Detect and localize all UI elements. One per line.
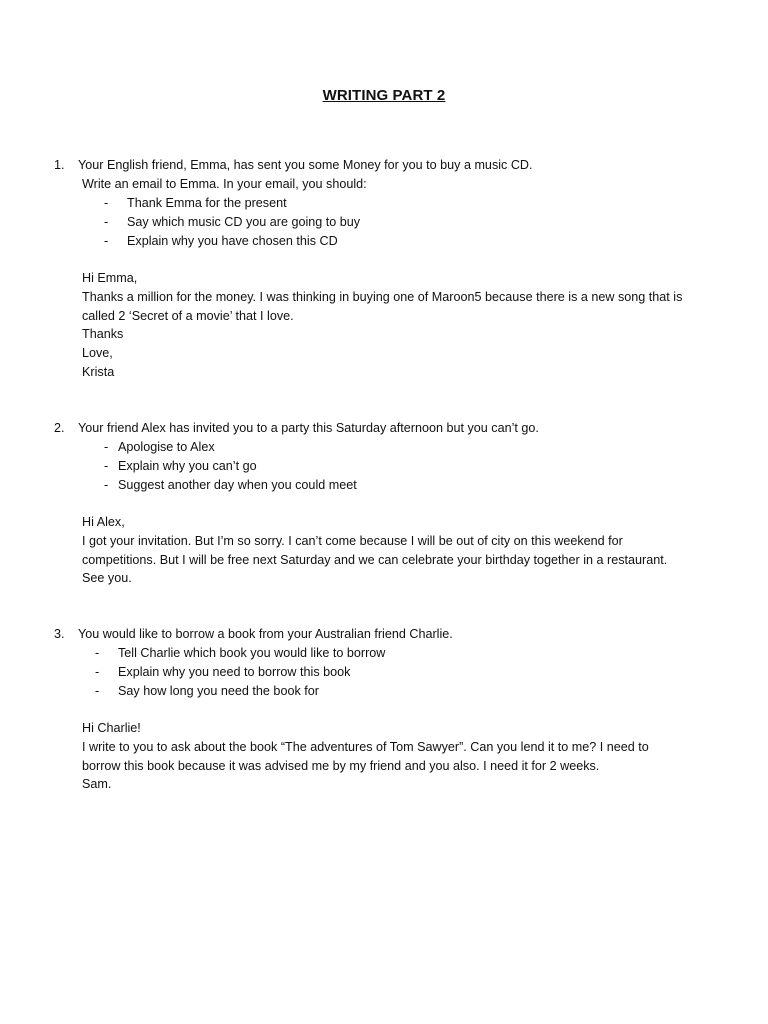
answer-line: Krista: [82, 364, 115, 379]
bullet-text: Explain why you have chosen this CD: [127, 234, 338, 248]
answer-line: Hi Alex,: [82, 515, 125, 529]
dash-marker: -: [104, 478, 109, 492]
answer-line: I got your invitation. But I’m so sorry. I can’t come because I will be out of city on this weekend for: [82, 533, 623, 548]
dash-marker: -: [104, 196, 109, 210]
bullet-text: Say which music CD you are going to buy: [127, 215, 361, 229]
answer-email: [82, 269, 712, 382]
bullet-text: Apologise to Alex: [118, 440, 215, 454]
dash-marker: -: [95, 665, 100, 679]
dash-marker: -: [104, 440, 109, 454]
task-prompt: Your English friend, Emma, has sent you some Money for you to buy a music CD.: [78, 158, 533, 172]
answer-line: called 2 ‘Secret of a movie’ that I love.: [82, 308, 294, 323]
answer-line: Thanks a million for the money. I was thinking in buying one of Maroon5 because there is a new song that is: [82, 289, 683, 304]
answer-line: Hi Charlie!: [82, 721, 141, 735]
task-number: 2.: [54, 421, 65, 435]
dash-marker: -: [104, 215, 109, 229]
bullet-text: Say how long you need the book for: [118, 684, 319, 698]
bullet-text: Tell Charlie which book you would like to borrow: [118, 646, 386, 660]
answer-email: [82, 513, 712, 588]
answer-line: Hi Emma,: [82, 271, 138, 285]
answer-line: I write to you to ask about the book “The adventures of Tom Sawyer”. Can you lend it to me? I need to: [82, 739, 649, 754]
answer-line: Sam.: [82, 777, 112, 792]
dash-marker: -: [104, 234, 109, 248]
answer-line: competitions. But I will be free next Saturday and we can celebrate your birthday together in a restaurant.: [82, 552, 668, 567]
task-prompt: Your friend Alex has invited you to a party this Saturday afternoon but you can’t go.: [78, 421, 539, 435]
answer-line: Love,: [82, 346, 113, 361]
task-prompt: You would like to borrow a book from your Australian friend Charlie.: [78, 627, 453, 641]
page-title: WRITING PART 2: [322, 87, 446, 104]
answer-line: borrow this book because it was advised me by my friend and you also. I need it for 2 weeks.: [82, 758, 600, 773]
task-number: 1.: [54, 158, 65, 172]
dash-marker: -: [95, 684, 100, 698]
bullet-text: Explain why you can’t go: [118, 459, 257, 473]
bullet-text: Suggest another day when you could meet: [118, 478, 357, 492]
bullet-text: Thank Emma for the present: [127, 196, 287, 210]
dash-marker: -: [104, 459, 109, 473]
task-number: 3.: [54, 627, 65, 641]
answer-email: [82, 719, 712, 794]
answer-line: See you.: [82, 571, 132, 586]
answer-line: Thanks: [82, 327, 124, 342]
task-instruction: Write an email to Emma. In your email, you should:: [82, 177, 367, 191]
bullet-text: Explain why you need to borrow this book: [118, 665, 351, 679]
dash-marker: -: [95, 646, 100, 660]
